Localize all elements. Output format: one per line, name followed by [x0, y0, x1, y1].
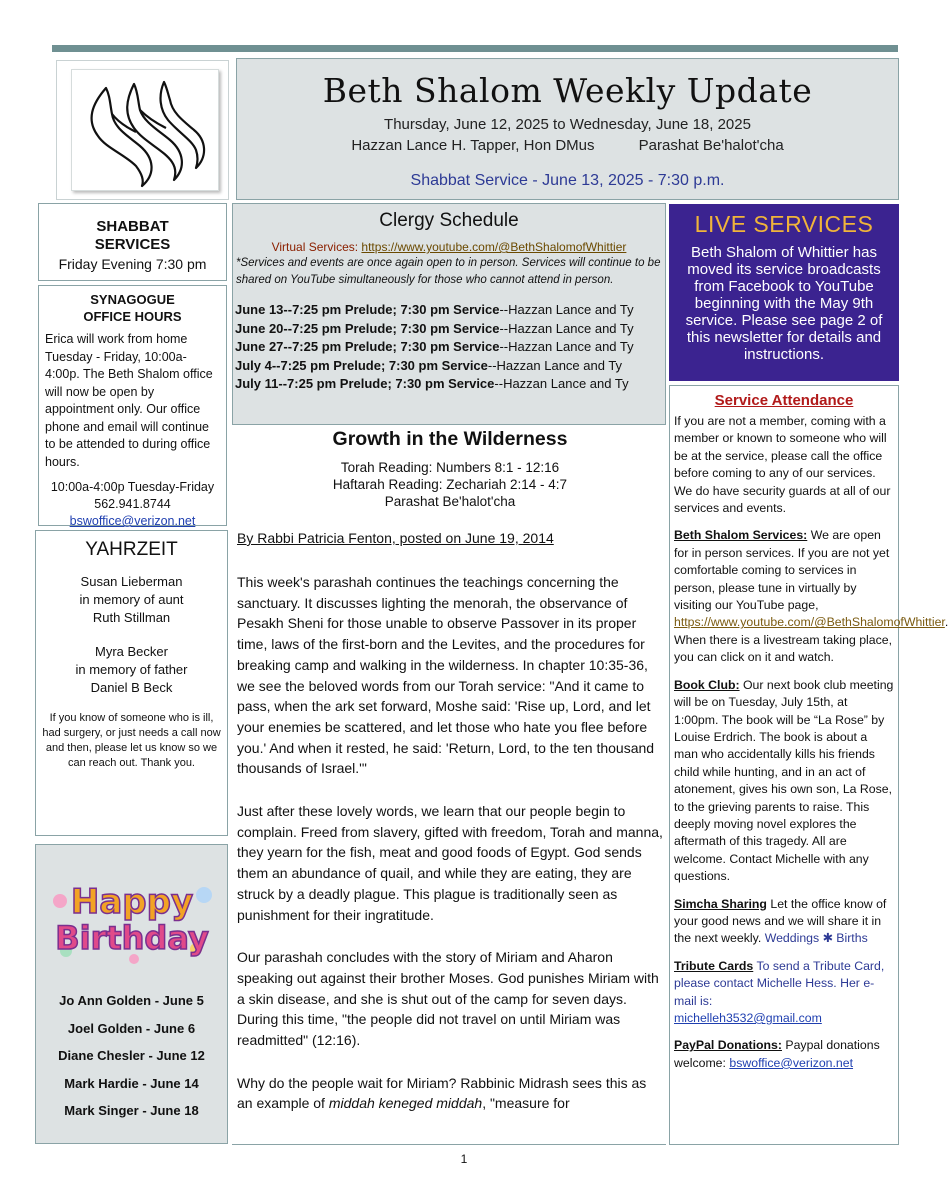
- live-title: LIVE SERVICES: [694, 211, 874, 237]
- shabbat-title: SHABBAT SERVICES: [94, 218, 171, 253]
- birthday-text: Birthday: [55, 919, 209, 957]
- virtual-services: Virtual Services: https://www.youtube.com/@BethShalomofWhittier: [271, 240, 627, 254]
- happy-birthday-graphic: [44, 865, 220, 969]
- list-item: Joel Golden - June 6: [67, 1020, 196, 1036]
- shabbat-service-time: Shabbat Service - June 13, 2025 - 7:30 p.m.: [410, 172, 725, 189]
- newsletter-header: [236, 58, 899, 200]
- article-paragraph: This week's parashah continues the teachings concerning the sanctuary. It discusses lighting the menorah, the observance of Pesakh Sheni for those unable to observe Passover in its proper time, laws of the first-born and the Levites, and the procedures for breaking camp and walking in the wilderness. In chapter 10:35-36, we see the beloved words from our Torah service: "And it came to pass, when the ark set forward, Moshe said: 'Rise up, Lord, and let your enemies be scattered, and let those who hate you flee before you.' And when it rested, he said: 'Return, Lord, to the ten thousand thousands of Israel.'": [237, 574, 655, 777]
- list-item: June 20--7:25 pm Prelude; 7:30 pm Service--Hazzan Lance and Ty: [235, 320, 634, 336]
- article-paragraph: Why do the people wait for Miriam? Rabbinic Midrash sees this as an example of middah keneged middah, "measure for: [237, 1074, 647, 1112]
- service-attendance-box: [669, 385, 948, 1145]
- office-hours-box: [38, 285, 227, 526]
- simcha-paragraph: Simcha Sharing Let the office know of your good news and we will share it in the next weekly. Weddings ✱ Births: [674, 896, 887, 946]
- article-paragraph: Just after these lovely words, we learn that our people begin to complain. Freed from slavery, gifted with freedom, Torah and manna, they yearn for the fish, meat and good foods of Egypt. God sends them an abundance of quail, and while they are eating, they are struck by a deadly plague. This plague is traditionally seen as punishment for their ingratitude.: [237, 803, 663, 923]
- schedule-list: [233, 301, 665, 394]
- live-body: Beth Shalom of Whittier has moved its service broadcasts from Facebook to YouTube beginning with the May 9th service. Please see page 2 of this newsletter for details and instructions.: [685, 244, 883, 363]
- page-number: 1: [460, 1152, 468, 1166]
- office-phone: 562.941.8744: [94, 497, 171, 511]
- list-item: June 27--7:25 pm Prelude; 7:30 pm Service--Hazzan Lance and Ty: [235, 339, 634, 354]
- list-item: July 11--7:25 pm Prelude; 7:30 pm Service--Hazzan Lance and Ty: [235, 376, 629, 391]
- office-hours-title: SYNAGOGUE OFFICE HOURS: [83, 292, 182, 324]
- shabbat-time: Friday Evening 7:30 pm: [58, 256, 207, 272]
- yahrzeit-box: [35, 530, 228, 836]
- list-item: Mark Singer - June 18: [64, 1103, 199, 1118]
- attendance-intro: If you are not a member, coming with a member or known to someone who will be at the service, please call the office before coming to any of our services. We do have security guards at all of our services and events.: [674, 414, 891, 516]
- paypal-paragraph: PayPal Donations: Paypal donations welcome: bswoffice@verizon.net: [674, 1038, 880, 1070]
- youtube-link[interactable]: https://www.youtube.com/@BethShalomofWhittier: [361, 240, 627, 254]
- yahrzeit-title: YAHRZEIT: [85, 539, 178, 560]
- list-item: July 4--7:25 pm Prelude; 7:30 pm Service--Hazzan Lance and Ty: [235, 357, 623, 373]
- office-hours-body: Erica will work from home Tuesday - Friday, 10:00a-4:00p. The Beth Shalom office will now be open by appointment only. Our office phone and email will continue to be attended to during office hours.: [45, 332, 213, 469]
- tribute-paragraph: Tribute Cards To send a Tribute Card, please contact Michelle Hess. Her e-mail is: michelleh3532@gmail.com: [674, 958, 885, 1025]
- column-rule: [232, 1144, 666, 1145]
- hazzan-name: Hazzan Lance H. Tapper, Hon DMus: [351, 137, 595, 154]
- parashat-name: Parashat Be'halot'cha: [638, 137, 784, 154]
- article-title: Growth in the Wilderness: [332, 428, 568, 450]
- live-services-box: [669, 204, 899, 381]
- simcha-accent: Weddings ✱ Births: [764, 931, 868, 946]
- clergy-schedule-box: [232, 203, 666, 425]
- header-subline: [237, 137, 898, 154]
- yahrzeit-footer: If you know of someone who is ill, had surgery, or just needs a call now and then, please let us know so we can reach out. Thank you.: [42, 712, 221, 769]
- office-email-link[interactable]: bswoffice@verizon.net: [69, 514, 196, 528]
- youtube-page-link[interactable]: https://www.youtube.com/@BethShalomofWhittier: [674, 615, 945, 630]
- clergy-title: Clergy Schedule: [379, 210, 519, 231]
- yahrzeit-entry: Myra Becker in memory of father Daniel B Beck: [75, 644, 188, 695]
- shabbat-services-box: [38, 203, 227, 281]
- newsletter-title: Beth Shalom Weekly Update: [322, 71, 813, 110]
- list-item: Mark Hardie - June 14: [64, 1075, 199, 1091]
- clergy-note: *Services and events are once again open to in person. Services will continue to be shared on YouTube simultaneously for those who cannot attend in person.: [236, 257, 661, 286]
- book-club-paragraph: Book Club: Our next book club meeting will be on Tuesday, July 15th, at 1:00pm. The book will be “La Rose” by Louise Erdrich. The book is about a man who accidentally kills his friends child while hunting, and in an act of atonement, gives his own son, La Rose, to the grieving parents to raise. This deeply moving novel explores the aftermath of this tragedy. All are welcome. Contact Michelle with any questions.: [674, 677, 894, 884]
- article: [234, 428, 666, 1114]
- flame-logo-icon: [72, 70, 218, 190]
- services-paragraph: Beth Shalom Services: We are open for in person services. If you are not yet comfortable coming to services in person, please tune in virtually by visiting our YouTube page, https://www.youtube.com/@BethShalomofWhittier. When there is a livestream taking place, you can click on it and watch.: [674, 528, 948, 665]
- birthday-list: [36, 993, 227, 1131]
- article-paragraph: Our parashah concludes with the story of Miriam and Aharon speaking out against their brother Moses. God punishes Miriam with a skin disease, and she is shut out of the camp for seven days. During this time, "the people did not travel on until Miriam was readmitted" (12:16).: [237, 949, 659, 1049]
- yahrzeit-entry: Susan Lieberman in memory of aunt Ruth Stillman: [79, 574, 184, 625]
- birthday-box: [35, 844, 228, 1144]
- happy-text: Happy: [70, 882, 194, 922]
- list-item: Diane Chesler - June 12: [58, 1048, 205, 1063]
- paypal-email-link[interactable]: bswoffice@verizon.net: [729, 1055, 854, 1070]
- attendance-title: Service Attendance: [714, 392, 854, 409]
- list-item: June 13--7:25 pm Prelude; 7:30 pm Service--Hazzan Lance and Ty: [235, 302, 634, 317]
- synagogue-logo: [56, 60, 229, 200]
- office-hours-time: 10:00a-4:00p Tuesday-Friday: [50, 480, 215, 494]
- article-byline: By Rabbi Patricia Fenton, posted on June 19, 2014: [237, 530, 554, 546]
- tribute-email-link[interactable]: michelleh3532@gmail.com: [674, 1011, 822, 1025]
- top-accent-bar: [52, 45, 898, 52]
- office-contact: [45, 479, 220, 530]
- readings: Torah Reading: Numbers 8:1 - 12:16 Haftarah Reading: Zechariah 2:14 - 4:7 Parashat Be'halot'cha: [332, 460, 568, 509]
- date-range: Thursday, June 12, 2025 to Wednesday, June 18, 2025: [384, 116, 751, 133]
- list-item: Jo Ann Golden - June 5: [59, 993, 204, 1008]
